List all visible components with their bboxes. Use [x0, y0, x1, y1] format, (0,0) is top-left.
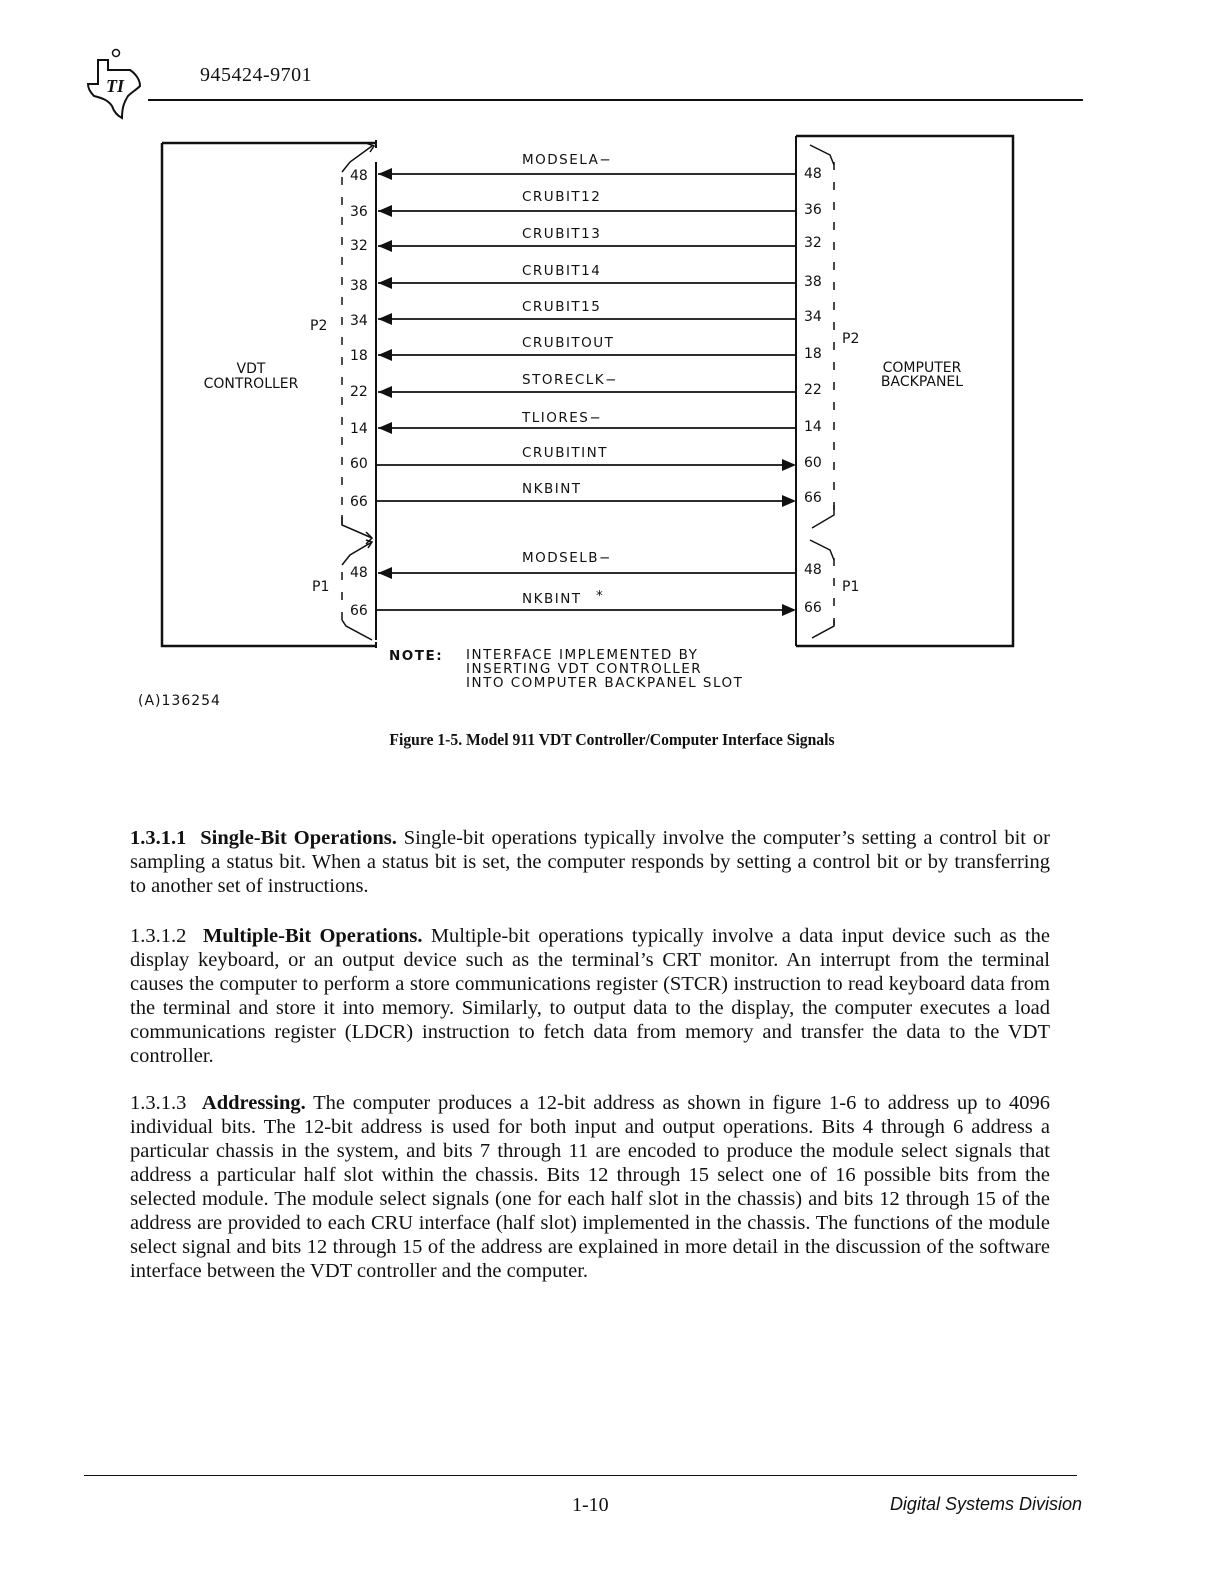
left-pin: 34 — [350, 313, 368, 329]
right-pin: 48 — [804, 166, 822, 182]
section-paragraph — [130, 1091, 1050, 1283]
left-pin: 66 — [350, 603, 368, 619]
interface-diagram — [0, 0, 1224, 720]
signal-label: NKBINT — [522, 591, 582, 607]
signal-label: MODSELB− — [522, 550, 612, 566]
note-text: INTO COMPUTER BACKPANEL SLOT — [466, 675, 744, 691]
left-pin: 66 — [350, 494, 368, 510]
signal-label: TLIORES− — [522, 410, 603, 426]
vdt-controller-box — [162, 143, 376, 646]
section-paragraph — [130, 826, 1050, 898]
signal-label: MODSELA− — [522, 152, 613, 168]
right-pin: 36 — [804, 202, 822, 218]
section-number: 1.3.1.1 — [130, 827, 187, 849]
section-body: Single-bit operations typically involve the computer’s setting a control bit or sampling a status bit. When a status bit is set, the computer responds by setting a control bit or by transferring to another set of instructions. — [130, 827, 1051, 897]
arrow-left-icon — [378, 240, 392, 252]
left-pin: 38 — [350, 278, 368, 294]
right-pin: 66 — [804, 600, 822, 616]
left-pin: 48 — [350, 168, 368, 184]
arrow-left-icon — [378, 313, 392, 325]
section-paragraph — [130, 924, 1050, 1068]
svg-text:TI: TI — [106, 76, 124, 96]
arrow-right-icon — [782, 495, 796, 507]
arrow-left-icon — [378, 386, 392, 398]
right-p2-label: P2 — [842, 331, 860, 347]
right-pin: 34 — [804, 309, 822, 325]
section-number: 1.3.1.2 — [130, 925, 187, 947]
left-pin: 18 — [350, 348, 368, 364]
arrow-left-icon — [378, 277, 392, 289]
computer-backpanel-label: BACKPANEL — [880, 374, 964, 390]
left-pin: 22 — [350, 384, 368, 400]
arrow-left-icon — [378, 422, 392, 434]
signal-label: STORECLK− — [522, 372, 618, 388]
right-pin: 60 — [804, 455, 822, 471]
right-pin: 32 — [804, 235, 822, 251]
arrow-left-icon — [378, 168, 392, 180]
left-pin: 36 — [350, 204, 368, 220]
signal-label: CRUBITINT — [522, 445, 609, 461]
signal-label: CRUBIT13 — [522, 226, 602, 242]
right-pin: 14 — [804, 419, 822, 435]
section-body: Multiple-bit operations typically involve a data input device such as the display keyboard, or an output device such as the terminal’s CRT monitor. An interrupt from the terminal causes the computer to perform a store communications register (STCR) instruction to read keyboard data from the terminal and store it into memory. Similarly, to output data to the display, the computer executes a load communications register (LDCR) instruction to fetch data from memory and transfer the data to the VDT controller. — [130, 925, 1051, 1067]
left-pin: 32 — [350, 238, 368, 254]
right-pin: 48 — [804, 562, 822, 578]
signal-label: NKBINT — [522, 481, 582, 497]
arrow-left-icon — [378, 567, 392, 579]
note-text: INTERFACE IMPLEMENTED BY — [466, 647, 699, 663]
left-p2-label: P2 — [310, 318, 328, 334]
section-title: Multiple-Bit Operations. — [202, 925, 423, 947]
right-pin: 66 — [804, 490, 822, 506]
computer-backpanel-box — [796, 136, 1013, 646]
vdt-controller-label: CONTROLLER — [203, 376, 299, 392]
arrow-right-icon — [782, 459, 796, 471]
signal-label: CRUBIT12 — [522, 189, 602, 205]
computer-backpanel-label: COMPUTER — [882, 360, 962, 376]
left-pin: 48 — [350, 565, 368, 581]
section-title: Single-Bit Operations. — [200, 827, 397, 849]
division-name: Digital Systems Division — [889, 1494, 1082, 1514]
left-p1-label: P1 — [312, 579, 330, 595]
arrow-right-icon — [782, 604, 796, 616]
asterisk-mark: * — [596, 588, 605, 604]
arrow-left-icon — [378, 349, 392, 361]
figure-caption: Figure 1-5. Model 911 VDT Controller/Computer Interface Signals — [389, 730, 835, 749]
right-pin: 38 — [804, 274, 822, 290]
figure-id: (A)136254 — [138, 693, 221, 709]
note-label: NOTE: — [389, 648, 444, 664]
section-number: 1.3.1.3 — [130, 1092, 187, 1114]
signal-label: CRUBITOUT — [522, 335, 615, 351]
left-pin: 14 — [350, 421, 368, 437]
right-pin: 18 — [804, 346, 822, 362]
vdt-controller-label: VDT — [236, 361, 266, 377]
right-pin: 22 — [804, 382, 822, 398]
right-p1-label: P1 — [842, 579, 860, 595]
note-text: INSERTING VDT CONTROLLER — [466, 661, 703, 677]
signal-label: CRUBIT14 — [522, 263, 602, 279]
left-pin: 60 — [350, 456, 368, 472]
signal-label: CRUBIT15 — [522, 299, 602, 315]
page-number: 1-10 — [572, 1494, 609, 1516]
section-body: The computer produces a 12-bit address as shown in figure 1-6 to address up to 4096 individual bits. The 12-bit address is used for both input and output operations. Bits 4 through 6 address a particular chassis in the system, and bits 7 through 11 are encoded to produce the module select signals that address a particular half slot within the chassis. Bits 12 through 15 select one of 16 possible bits from the selected module. The module select signals (one for each half slot in the chassis) and bits 12 through 15 of the address are provided to each CRU interface (half slot) implemented in the chassis. The functions of the module select signal and bits 12 through 15 of the address are explained in more detail in the discussion of the software interface between the VDT controller and the computer. — [130, 1092, 1050, 1282]
document-number: 945424-9701 — [200, 64, 313, 86]
section-title: Addressing. — [201, 1092, 306, 1114]
footer-rule — [84, 1475, 1077, 1476]
arrow-left-icon — [378, 205, 392, 217]
